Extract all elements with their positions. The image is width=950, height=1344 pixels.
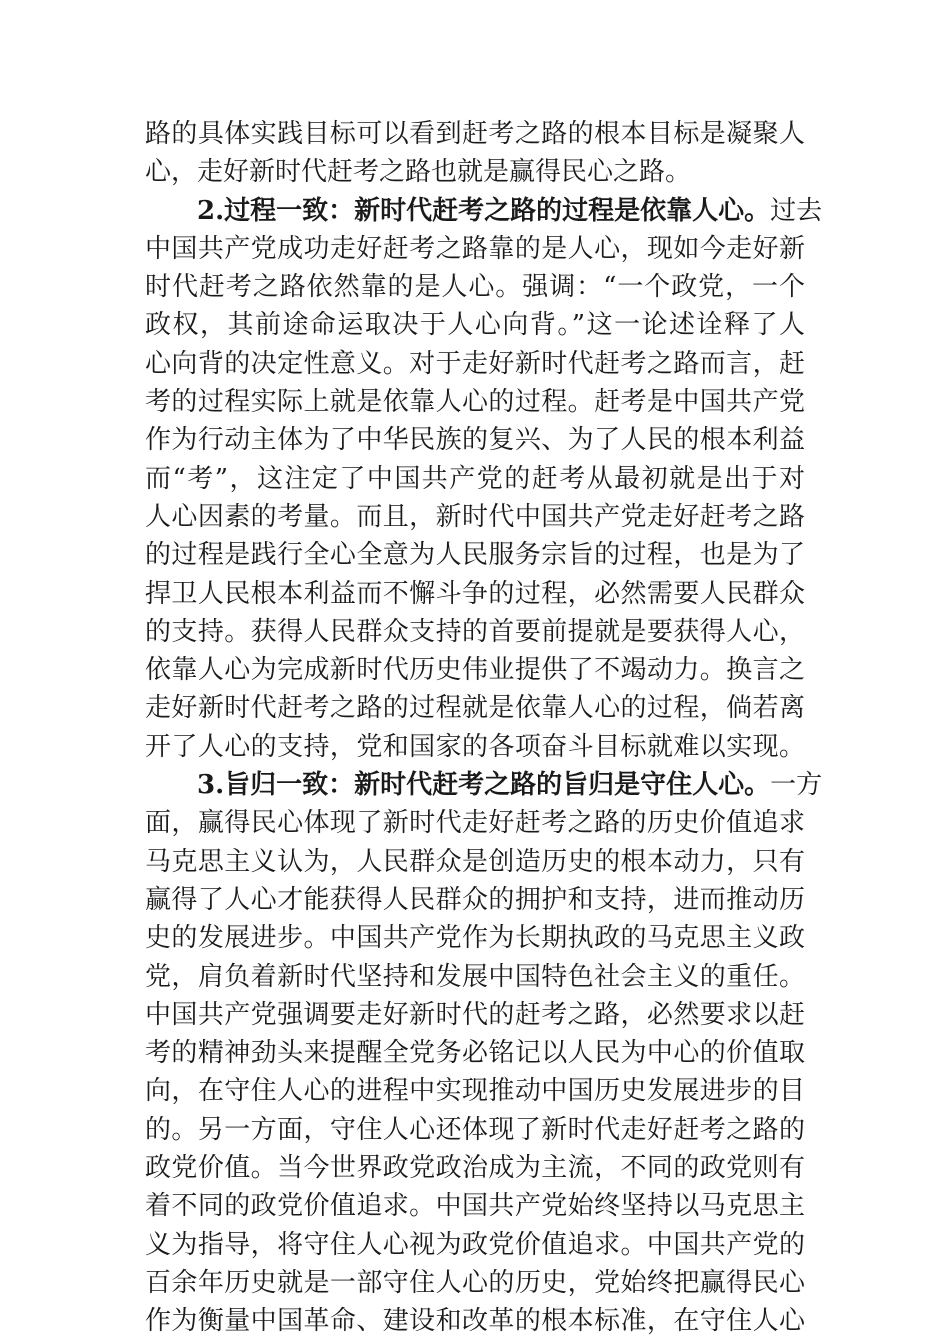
text-line	[145, 306, 805, 344]
text-line	[145, 1072, 805, 1110]
line-text: 的支持。获得人民群众支持的首要前提就是要获得人心，	[145, 616, 805, 647]
text-line	[145, 843, 805, 881]
text-line	[145, 728, 805, 766]
line-text: 时代赶考之路依然靠的是人心。强调：“一个政党，一个	[145, 272, 805, 303]
line-text: 政权，其前途命运取决于人心向背。”这一论述诠释了人	[145, 310, 805, 341]
line-text: 心向背的决定性意义。对于走好新时代赶考之路而言，赶	[145, 348, 805, 379]
line-text: 捍卫人民根本利益而不懈斗争的过程，必然需要人民群众	[145, 578, 805, 609]
text-line	[145, 651, 805, 689]
line-text: 史的发展进步。中国共产党作为长期执政的马克思主义政	[145, 923, 805, 954]
line-text: 路的具体实践目标可以看到赶考之路的根本目标是凝聚人	[145, 119, 805, 149]
line-text: 考的精神劲头来提醒全党务必铭记以人民为中心的价值取	[145, 1038, 805, 1069]
text-line	[145, 804, 805, 842]
section-heading: 3.旨归一致：新时代赶考之路的旨归是守住人心。	[197, 770, 771, 801]
line-text: 中国共产党强调要走好新时代的赶考之路，必然要求以赶	[145, 999, 805, 1030]
line-text: 一方	[770, 770, 823, 801]
text-line	[145, 536, 805, 574]
text-line	[145, 421, 805, 459]
text-line	[145, 115, 805, 153]
line-text: 人心因素的考量。而且，新时代中国共产党走好赶考之路	[145, 501, 805, 532]
text-line	[145, 575, 805, 613]
text-line	[145, 1302, 805, 1340]
text-line	[145, 881, 805, 919]
text-line	[145, 958, 805, 996]
line-text: 依靠人心为完成新时代历史伟业提供了不竭动力。换言之	[145, 655, 805, 686]
text-line	[145, 460, 805, 498]
line-text: 过去	[770, 195, 823, 226]
text-line	[145, 1111, 805, 1149]
text-line	[145, 230, 805, 268]
line-text: 开了人心的支持，党和国家的各项奋斗目标就难以实现。	[145, 731, 805, 762]
text-line	[145, 268, 805, 306]
line-text: 的过程是践行全心全意为人民服务宗旨的过程，也是为了	[145, 540, 805, 571]
line-text: 党，肩负着新时代坚持和发展中国特色社会主义的重任。	[145, 961, 805, 992]
text-line	[145, 1187, 805, 1225]
line-text: 赢得了人心才能获得人民群众的拥护和支持，进而推动历	[145, 884, 805, 915]
line-text: 心，走好新时代赶考之路也就是赢得民心之路。	[145, 157, 692, 188]
text-line	[145, 345, 805, 383]
text-line	[145, 383, 805, 421]
text-line	[145, 1226, 805, 1264]
line-text: 作为行动主体为了中华民族的复兴、为了人民的根本利益	[145, 425, 805, 456]
text-line	[145, 613, 805, 651]
text-line	[145, 153, 805, 191]
text-line	[145, 1264, 805, 1302]
text-line	[145, 996, 805, 1034]
line-text: 着不同的政党价值追求。中国共产党始终坚持以马克思主	[145, 1191, 805, 1222]
body-text	[145, 115, 823, 1341]
line-text: 作为衡量中国革命、建设和改革的根本标准，在守住人心	[145, 1306, 805, 1337]
text-line	[145, 498, 805, 536]
text-line	[145, 689, 805, 727]
line-text: 向，在守住人心的进程中实现推动中国历史发展进步的目	[145, 1076, 805, 1107]
section-heading-line	[145, 192, 823, 230]
line-text: 的。另一方面，守住人心还体现了新时代走好赶考之路的	[145, 1114, 805, 1145]
line-text: 而“考”，这注定了中国共产党的赶考从最初就是出于对	[145, 463, 805, 494]
line-text: 考的过程实际上就是依靠人心的过程。赶考是中国共产党	[145, 387, 805, 418]
line-text: 面，赢得民心体现了新时代走好赶考之路的历史价值追求	[145, 808, 805, 839]
line-text: 走好新时代赶考之路的过程就是依靠人心的过程，倘若离	[145, 693, 805, 724]
line-text: 中国共产党成功走好赶考之路靠的是人心，现如今走好新	[145, 233, 805, 264]
text-line	[145, 1149, 805, 1187]
text-line	[145, 1034, 805, 1072]
line-text: 马克思主义认为，人民群众是创造历史的根本动力，只有	[145, 846, 805, 877]
section-heading-line	[145, 766, 823, 804]
section-heading: 2.过程一致：新时代赶考之路的过程是依靠人心。	[197, 195, 771, 226]
text-line	[145, 919, 805, 957]
line-text: 义为指导，将守住人心视为政党价值追求。中国共产党的	[145, 1229, 805, 1260]
line-text: 政党价值。当今世界政党政治成为主流，不同的政党则有	[145, 1153, 805, 1184]
line-text: 百余年历史就是一部守住人心的历史，党始终把赢得民心	[145, 1267, 805, 1298]
